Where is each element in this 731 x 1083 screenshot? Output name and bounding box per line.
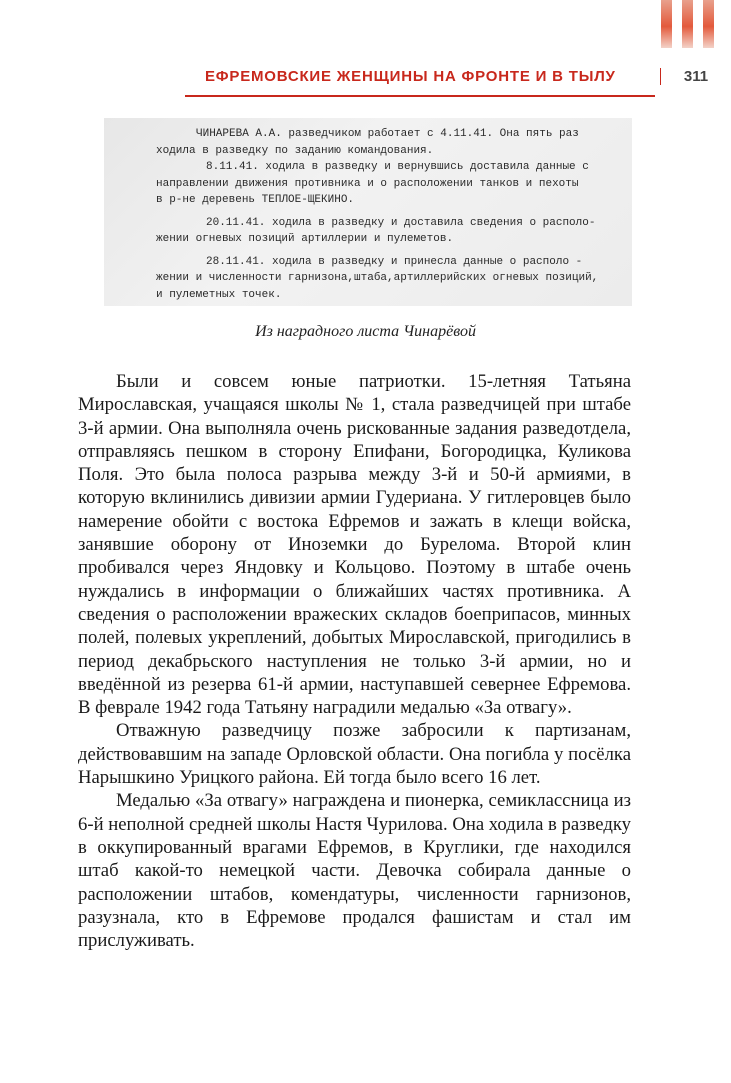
paragraph: Медалью «За отвагу» награждена и пионерка, семиклассница из 6-й неполной средней школы Настя Чурилова. Она ходила в разведку в оккупированный врагами Ефремов, в Круглики, где находился штаб какой-то немецкой части. Девочка собирала данные о расположении штабов, комендатуры, численности гарнизонов, разузнала, кто в Ефремове продался фашистам и стал им прислуживать. [78,790,631,952]
scan-line: направлении движения противника и о расположении танков и пехоты [156,177,579,190]
scan-line: жении огневых позиций артиллерии и пулеметов. [156,233,454,245]
paragraph: Были и совсем юные патриотки. 15-летняя Татьяна Мирославская, учащаяся школы № 1, стала разведчицей при штабе 3-й армии. Она выполняла очень рискованные задания разведотдела, отправляясь пешком в сторону Епифани, Богородицка, Куликова Поля. Это была полоса разрыва между 3-й и 50-й армиями, в которую вклинились дивизии армии Гудериана. У гитлеровцев было намерение обойти с востока Ефремов и зажать в клещи войска, занявшие оборону от Иноземки до Бурелома. Второй клин пробивался через Яндовку и Кольцово. Поэтому в штабе очень нуждались в информации о ближайших частях противника. А сведения о расположении вражеских складов боеприпасов, минных полей, полевых укреплений, добытых Мирославской, пригодились в период декабрьского наступления не только 3-й армии, но и введённой из резерва 61-й армии, наступавшей севернее Ефремова. В феврале 1942 года Татьяну наградили медалью «За отвагу». [78,371,631,719]
stripe [661,0,672,48]
stripe [682,0,693,48]
scan-line: ЧИНАРЕВА А.А. разведчиком работает с 4.11.41. Она пять раз [196,128,579,140]
running-title: ЕФРЕМОВСКИЕ ЖЕНЩИНЫ НА ФРОНТЕ И В ТЫЛУ [205,67,616,85]
scan-line: 8.11.41. ходила в разведку и вернувшись доставила данные с [206,161,589,173]
scan-line: и пулеметных точек. [156,288,282,301]
scan-line: 28.11.41. ходила в разведку и принесла данные о располо - [206,255,583,268]
body-text [78,370,631,952]
stripe [703,0,714,48]
paragraph: Отважную разведчицу позже забросили к партизанам, действовавшим на западе Орловской области. Она погибла у посёлка Нарышкино Урицкого района. Ей тогда было всего 16 лет. [78,720,631,789]
scan-text [130,126,626,303]
decorative-stripes [661,0,731,48]
image-caption: Из наградного листа Чинарёвой [255,323,476,340]
running-header [185,58,731,94]
page-number: 311 [660,68,731,85]
scan-line: ходила в разведку по заданию командования. [156,144,434,157]
scan-line: 20.11.41. ходила в разведку и доставила сведения о располо- [206,216,596,229]
scan-line: жении и численности гарнизона,штаба,артиллерийских огневых позиций, [156,272,599,284]
scan-line: в р-не деревень ТЕПЛОЕ-ЩЕКИНО. [156,194,355,206]
header-rule [185,95,655,97]
document-scan-image [104,118,632,306]
